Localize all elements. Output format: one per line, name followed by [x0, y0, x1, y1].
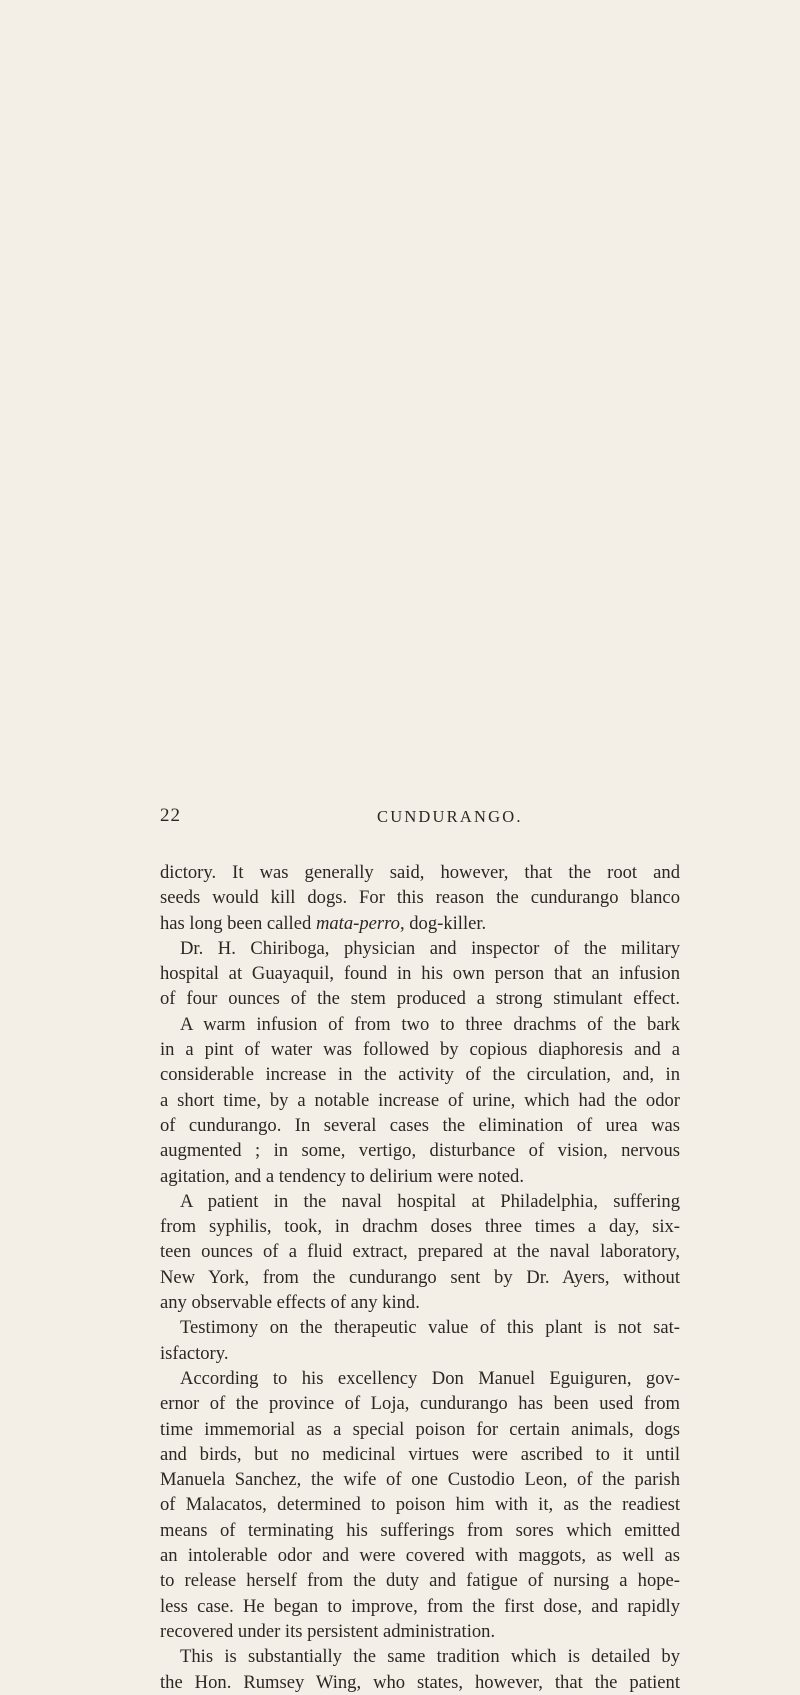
text-line: agitation, and a tendency to delirium were noted.: [160, 1165, 525, 1187]
text-line: any observable effects of any kind.: [160, 1292, 420, 1314]
text-line: A patient in the naval hospital at Philadelphia, suffering: [180, 1190, 680, 1212]
text-line: of Malacatos, determined to poison him with it, as the readiest: [160, 1494, 680, 1516]
text-line: an intolerable odor and were covered with maggots, as well as: [160, 1545, 680, 1567]
text-line: seeds would kill dogs. For this reason the cundurango blanco: [160, 887, 680, 909]
text-line: Dr. H. Chiriboga, physician and inspector of the military: [180, 937, 680, 959]
text-line: in a pint of water was followed by copious diaphoresis and a: [160, 1039, 680, 1061]
text-line: A warm infusion of from two to three drachms of the bark: [180, 1013, 680, 1035]
text-line: New York, from the cundurango sent by Dr. Ayers, without: [160, 1266, 680, 1288]
text-line: less case. He began to improve, from the first dose, and rapidly: [160, 1595, 680, 1617]
text-line: Manuela Sanchez, the wife of one Custodio Leon, of the parish: [160, 1469, 680, 1491]
text-line: recovered under its persistent administration.: [160, 1620, 496, 1642]
text-line: of four ounces of the stem produced a strong stimulant effect.: [160, 988, 680, 1010]
text-line: time immemorial as a special poison for certain animals, dogs: [160, 1418, 680, 1440]
text-line: the Hon. Rumsey Wing, who states, however, that the patient: [160, 1671, 680, 1693]
italic-term: mata-perro: [315, 912, 400, 934]
text-line: isfactory.: [160, 1342, 229, 1364]
text-line: According to his excellency Don Manuel Eguiguren, gov-: [180, 1367, 680, 1389]
running-title: CUNDURANGO.: [377, 807, 523, 826]
text-line: Testimony on the therapeutic value of this plant is not sat-: [180, 1317, 680, 1339]
body-text: [160, 860, 680, 1695]
text-line: considerable increase in the activity of the circulation, and, in: [160, 1064, 680, 1086]
text-line: dictory. It was generally said, however, that the root and: [160, 862, 680, 883]
text-line: teen ounces of a fluid extract, prepared at the naval laboratory,: [160, 1241, 680, 1263]
text-line: to release herself from the duty and fatigue of nursing a hope-: [160, 1570, 680, 1592]
text-line: This is substantially the same tradition which is detailed by: [180, 1646, 680, 1668]
text-line: means of terminating his sufferings from sores which emitted: [160, 1519, 680, 1541]
text-line: a short time, by a notable increase of urine, which had the odor: [160, 1089, 680, 1111]
text-line: from syphilis, took, in drachm doses three times a day, six-: [160, 1216, 680, 1238]
text-line: has long been called mata-perro, dog-killer.: [160, 912, 487, 934]
text-line: ernor of the province of Loja, cundurango has been used from: [160, 1393, 680, 1415]
running-head: [0, 805, 800, 831]
text-line: of cundurango. In several cases the elimination of urea was: [160, 1114, 680, 1136]
text-line: augmented ; in some, vertigo, disturbance of vision, nervous: [160, 1140, 680, 1162]
text-line: hospital at Guayaquil, found in his own person that an infusion: [160, 963, 680, 985]
text-line: and birds, but no medicinal virtues were ascribed to it until: [160, 1443, 680, 1465]
page-number: 22: [160, 805, 181, 826]
